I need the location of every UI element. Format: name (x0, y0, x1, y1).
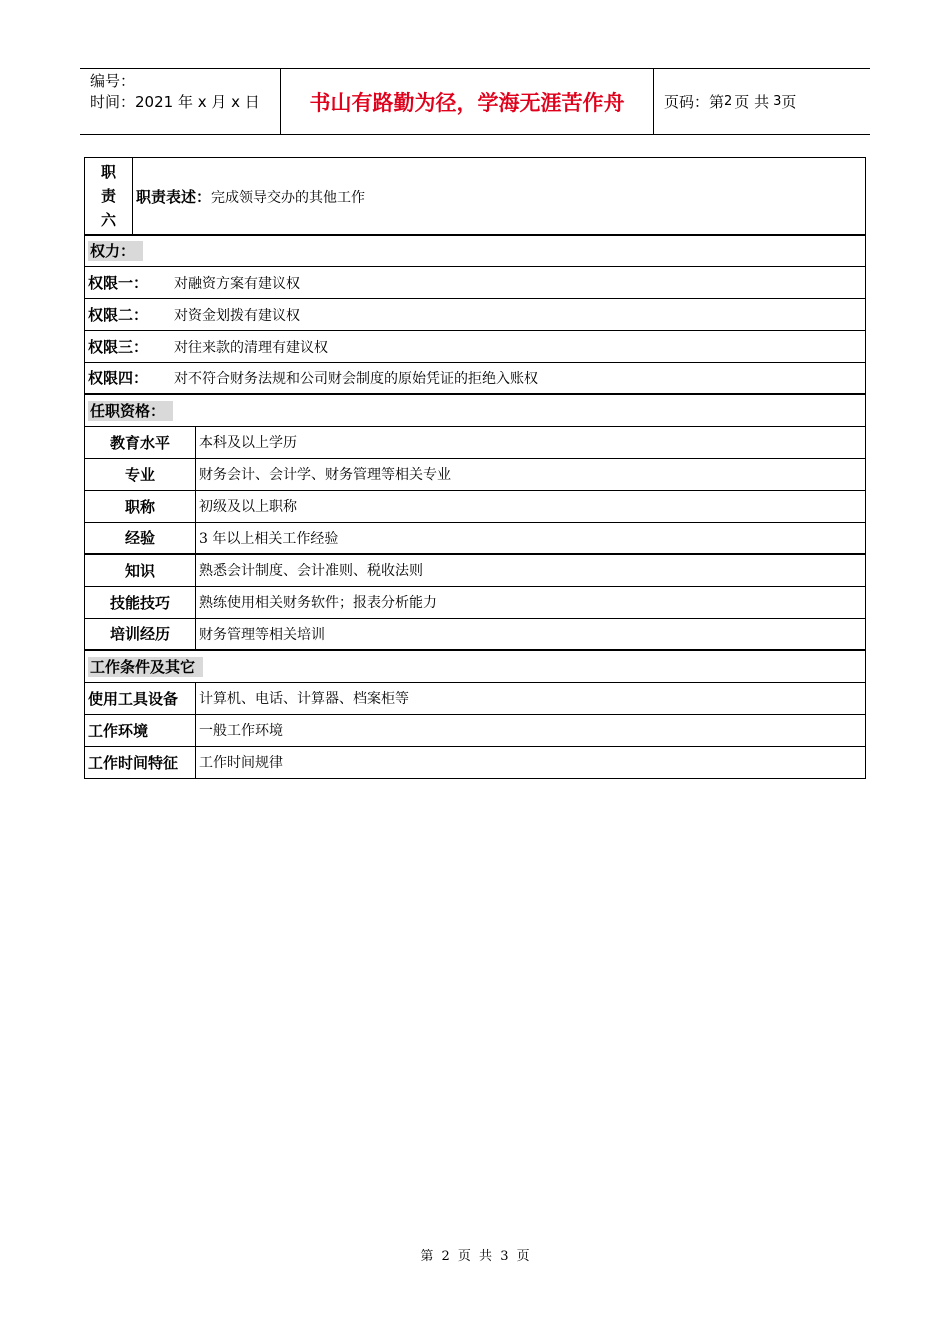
condition-label: 使用工具设备 (85, 682, 196, 714)
power-label: 权限三： (88, 337, 149, 356)
page-total: 3 (773, 94, 782, 109)
number-label: 编号： (90, 72, 136, 90)
motto: 书山有路勤为径，学海无涯苦作舟 (280, 69, 654, 134)
qualification-value: 财务管理等相关培训 (196, 618, 866, 650)
qualification-value: 财务会计、会计学、财务管理等相关专业 (196, 458, 866, 490)
condition-value: 一般工作环境 (196, 714, 866, 746)
page-end: 页 (781, 93, 797, 111)
qualification-value: 初级及以上职称 (196, 490, 866, 522)
qualifications-heading-row (85, 394, 866, 426)
powers-title: 权力： (88, 241, 143, 261)
qualifications-title: 任职资格： (88, 401, 173, 421)
qualification-label: 职称 (85, 490, 196, 522)
qualification-row (85, 554, 866, 586)
power-text: 对融资方案有建议权 (174, 275, 300, 292)
qualification-row (85, 426, 866, 458)
qualification-label: 培训经历 (85, 618, 196, 650)
power-row (85, 362, 866, 394)
qualification-label: 经验 (85, 522, 196, 554)
qualification-label: 知识 (85, 554, 196, 586)
page-header (80, 68, 870, 135)
duty-description-text: 完成领导交办的其他工作 (211, 189, 366, 206)
condition-value: 工作时间规律 (196, 746, 866, 778)
time-label: 时间： (90, 93, 136, 111)
powers-heading-row (85, 235, 866, 266)
duty-six-side-label: 职 责 六 (85, 158, 133, 236)
date-line (90, 92, 274, 113)
power-label: 权限二： (88, 305, 149, 324)
page-number (654, 69, 870, 134)
duty-six-description (133, 158, 866, 236)
qualification-value: 3 年以上相关工作经验 (196, 522, 866, 554)
power-row (85, 330, 866, 362)
qualification-value: 熟练使用相关财务软件；报表分析能力 (196, 586, 866, 618)
page-mid: 页 共 (734, 93, 770, 111)
condition-label: 工作环境 (85, 714, 196, 746)
conditions-title: 工作条件及其它 (88, 657, 203, 677)
qualification-value: 本科及以上学历 (196, 426, 866, 458)
page-label: 页码：第 (664, 93, 725, 111)
qualification-row (85, 618, 866, 650)
qualification-label: 专业 (85, 458, 196, 490)
power-row (85, 298, 866, 330)
qualification-row (85, 586, 866, 618)
condition-row (85, 682, 866, 714)
conditions-heading-row (85, 650, 866, 682)
qualification-label: 技能技巧 (85, 586, 196, 618)
job-description-table (84, 157, 866, 779)
power-row (85, 266, 866, 298)
power-text: 对往来款的清理有建议权 (174, 339, 328, 356)
date-value: 2021 年 x 月 x 日 (135, 93, 260, 111)
qualification-row (85, 522, 866, 554)
condition-value: 计算机、电话、计算器、档案柜等 (196, 682, 866, 714)
condition-row (85, 746, 866, 778)
condition-row (85, 714, 866, 746)
power-text: 对不符合财务法规和公司财会制度的原始凭证的拒绝入账权 (174, 371, 538, 388)
qualification-label: 教育水平 (85, 426, 196, 458)
page-footer: 第 2 页 共 3 页 (420, 1249, 530, 1264)
power-label: 权限一： (88, 273, 149, 292)
duty-description-label: 职责表述： (136, 187, 212, 206)
header-meta (80, 69, 280, 134)
qualification-value: 熟悉会计制度、会计准则、税收法则 (196, 554, 866, 586)
qualification-row (85, 458, 866, 490)
duty-six-row (85, 158, 866, 236)
page-current: 2 (724, 94, 733, 109)
power-text: 对资金划拨有建议权 (174, 307, 300, 324)
power-label: 权限四： (88, 369, 149, 388)
qualification-row (85, 490, 866, 522)
condition-label: 工作时间特征 (85, 746, 196, 778)
